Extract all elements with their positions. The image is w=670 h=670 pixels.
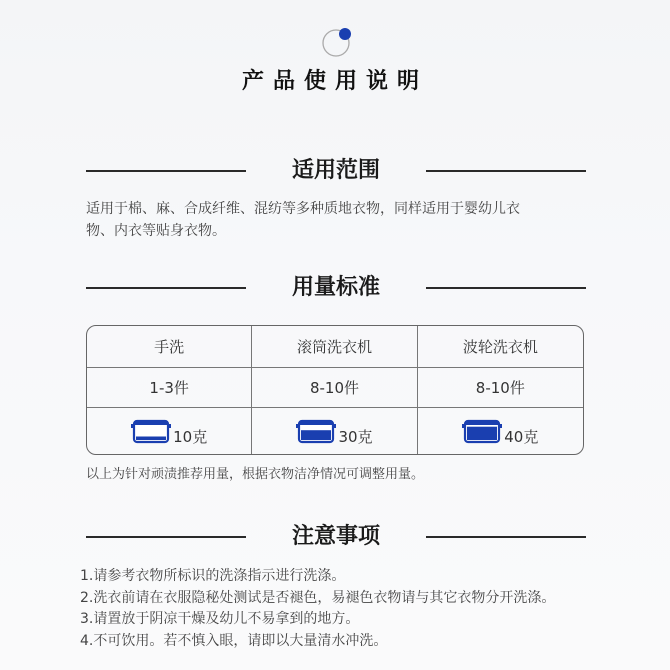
table-cell-items: 1-3件	[87, 368, 252, 408]
divider-right	[426, 536, 586, 538]
page-title: 产品使用说明	[241, 69, 428, 94]
dosage-heading: 用量标准	[291, 275, 380, 300]
amount-label: 40克	[504, 427, 539, 446]
amount-label: 30克	[338, 427, 373, 446]
table-header-cell: 波轮洗衣机	[418, 326, 583, 368]
table-cell-amount	[87, 408, 252, 454]
scope-section-header	[86, 156, 586, 186]
list-item: 2.洗衣前请在衣服隐秘处测试是否褪色，易褪色衣物请与其它衣物分开洗涤。	[80, 589, 556, 606]
table-cell-amount	[418, 408, 583, 454]
measuring-cup-icon	[131, 418, 171, 444]
table-cell-items: 8-10件	[252, 368, 417, 408]
list-item: 3.请置放于阴凉干燥及幼儿不易拿到的地方。	[80, 611, 360, 627]
cautions-heading: 注意事项	[291, 524, 380, 549]
cautions-list	[80, 566, 555, 652]
measuring-cup-icon	[296, 418, 336, 444]
divider-right	[426, 170, 586, 172]
scope-heading: 适用范围	[291, 158, 380, 183]
table-cell-amount	[252, 408, 417, 454]
scope-text-line-1: 适用于棉、麻、合成纤维、混纺等多种质地衣物，同样适用于婴幼儿衣	[86, 201, 520, 217]
scope-text-line-2: 物、内衣等贴身衣物。	[86, 223, 226, 239]
dosage-section-header	[86, 273, 586, 303]
measuring-cup-icon	[462, 418, 502, 444]
list-item: 4.不可饮用。若不慎入眼，请即以大量清水冲洗。	[80, 632, 388, 649]
table-cell-items: 8-10件	[418, 368, 583, 408]
list-item: 1.请参考衣物所标识的洗涤指示进行洗涤。	[80, 568, 346, 584]
divider-right	[426, 287, 586, 289]
table-header-cell: 滚筒洗衣机	[252, 326, 417, 368]
dosage-note: 以上为针对顽渍推荐用量，根据衣物洁净情况可调整用量。	[86, 467, 425, 482]
circle-dot-logo-icon	[321, 24, 355, 58]
cautions-section-header	[86, 522, 586, 552]
dosage-table	[86, 325, 584, 455]
scope-text	[86, 198, 586, 242]
table-header-cell: 手洗	[87, 326, 252, 368]
amount-label: 10克	[173, 427, 208, 446]
